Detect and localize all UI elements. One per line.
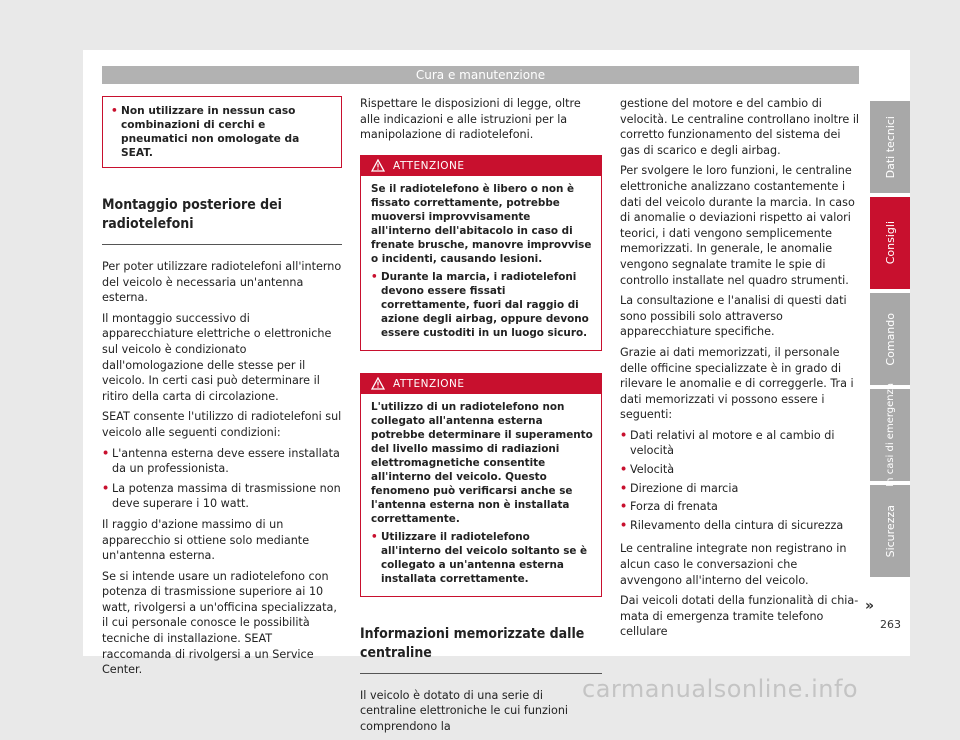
paragraph: SEAT consente l'utilizzo di radiotelefoni sul veicolo alle seguenti condizioni: [102, 410, 342, 439]
page-number: 263 [880, 618, 901, 631]
tab-comando[interactable] [870, 293, 910, 385]
column-1 [102, 96, 342, 683]
warning-triangle-icon [371, 159, 385, 172]
list-item [620, 499, 860, 515]
list-item-text: Utilizzare il radiotelefono all'interno del veicolo soltanto se è collegato a un'antenna esterna installata correttamente. [381, 530, 588, 585]
tab-dati-tecnici[interactable] [870, 101, 910, 193]
tab-label: In casi di emergenza [884, 383, 896, 487]
bullet-icon: • [620, 428, 628, 442]
paragraph: Se si intende usare un radiotelefono con potenza di trasmissione superiore ai 10 watt, rivolgersi a un'officina specializzata, il cui personale conosce le possibilità tecniche di installazione. SEAT raccomanda di rivolgersi a un Service Center. [102, 569, 337, 677]
column-2 [360, 96, 602, 740]
tab-consigli[interactable] [870, 197, 910, 289]
continue-arrow-icon: » [865, 598, 875, 614]
list-item [620, 481, 860, 497]
paragraph: Per poter utilizzare radiotelefoni all'interno del veicolo è necessaria un'antenna esterna. [102, 260, 342, 305]
list-item-text: Velocità [630, 463, 675, 477]
page-header: Cura e manutenzione [102, 66, 859, 84]
bullet-icon: • [620, 500, 628, 514]
paragraph: Dai veicoli dotati della funzionalità di chiamata di emergenza tramite telefono cellulare [620, 594, 859, 639]
section-title: Montaggio posteriore dei radiotelefoni [102, 190, 342, 245]
list-item-text: La potenza massima di trasmissione non deve superare i 10 watt. [112, 481, 341, 511]
bullet-icon: • [620, 518, 628, 532]
paragraph: Il raggio d'azione massimo di un apparecchio si ottiene solo mediante un'antenna esterna. [102, 517, 310, 563]
paragraph: Il veicolo è dotato di una serie di centraline elettroniche le cui funzioni comprendono la [360, 688, 569, 733]
list-item [620, 462, 860, 478]
watermark: carmanualsonline.info [582, 675, 859, 703]
list-item [102, 481, 342, 512]
bullet-icon: • [102, 481, 110, 495]
list-item [371, 270, 593, 340]
bullet-icon: • [371, 270, 378, 283]
list-item [620, 428, 860, 459]
column-3 [620, 96, 860, 645]
list-item [620, 518, 860, 534]
warning-box-label: ATTENZIONE [393, 159, 465, 172]
warning-box-label: ATTENZIONE [393, 377, 465, 390]
paragraph: La consultazione e l'analisi di questi dati sono possibili solo attraverso apparecchiature specifiche. [620, 294, 847, 339]
bullet-icon: • [620, 463, 628, 477]
tab-in-casi-di-emergenza[interactable] [870, 383, 910, 487]
paragraph: Per svolgere le loro funzioni, le centraline elettroniche analizzano costantemente i dati del veicolo durante la marcia. In caso di anomalie o deviazioni rispetto ai valori teorici, i dati vengono semplicemente memorizzati. In generale, le anomalie vengono segnalate tramite le spie di controllo installate nel quadro strumenti. [620, 164, 855, 287]
bullet-icon: • [102, 446, 110, 460]
warning-triangle-icon [371, 377, 385, 390]
warning-note [102, 96, 342, 168]
list-item [371, 530, 593, 586]
warning-note-text: Non utilizzare in nessun caso combinazioni di cerchi e pneumatici non omologate da SEAT. [121, 105, 300, 159]
bullet-icon: • [371, 530, 378, 543]
tab-sicurezza[interactable] [870, 485, 910, 577]
warning-box-header [361, 374, 601, 394]
paragraph: Il montaggio successivo di apparecchiature elettriche o elettroniche sul veicolo è condizionato dall'omologazione delle stesse per il veicolo. In certi casi può determinare il ritiro della carta di circolazione. [102, 311, 332, 403]
paragraph: Le centraline integrate non registrano in alcun caso le conversazioni che avvengono all'interno del veicolo. [620, 542, 847, 587]
paragraph: Grazie ai dati memorizzati, il personale delle officine specializzate è in grado di rilevare le anomalie e di correggerle. Tra i dati memorizzati vi possono essere i seguenti: [620, 345, 854, 422]
tab-label: Comando [883, 312, 897, 366]
tab-label: Dati tecnici [883, 115, 897, 179]
chapter-tabs [870, 101, 910, 581]
section-title: Informazioni memorizzate dalle centraline [360, 619, 602, 674]
list-item-text: Dati relativi al motore e al cambio di velocità [630, 428, 835, 458]
paragraph: gestione del motore e del cambio di velocità. Le centraline controllano inoltre il corretto funzionamento del sistema dei gas di scarico e degli airbag. [620, 97, 860, 157]
warning-box-header [361, 156, 601, 176]
warning-box-text: Se il radiotelefono è libero o non è fissato correttamente, potrebbe muoversi improvvisamente all'interno dell'abitacolo in caso di frenate brusche, manovre improvvise o incidenti, causando lesioni. [371, 182, 592, 265]
list-item-text: L'antenna esterna deve essere installata da un professionista. [112, 446, 340, 476]
bullet-icon: • [620, 481, 628, 495]
warning-box [360, 155, 602, 351]
bullet-icon: • [111, 105, 118, 117]
tab-label: Consigli [883, 221, 897, 265]
list-item [102, 446, 342, 477]
warning-box-text: L'utilizzo di un radiotelefono non collegato all'antenna esterna potrebbe determinare il superamento del livello massimo di radiazioni elettromagnetiche consentite all'interno del veicolo. Questo fenomeno può verificarsi anche se l'antenna esterna non è installata correttamente. [371, 400, 593, 525]
tab-label: Sicurezza [883, 504, 897, 558]
list-item-text: Direzione di marcia [630, 481, 739, 495]
list-item-text: Forza di frenata [630, 500, 718, 514]
list-item-text: Rilevamento della cintura di sicurezza [630, 518, 844, 532]
paragraph: Rispettare le disposizioni di legge, oltre alle indicazioni e alle istruzioni per la manipolazione di radiotelefoni. [360, 97, 581, 142]
list-item-text: Durante la marcia, i radiotelefoni devono essere fissati correttamente, fuori dal raggio di azione degli airbag, oppure devono essere custoditi in un luogo sicuro. [381, 270, 589, 339]
warning-box [360, 373, 602, 597]
